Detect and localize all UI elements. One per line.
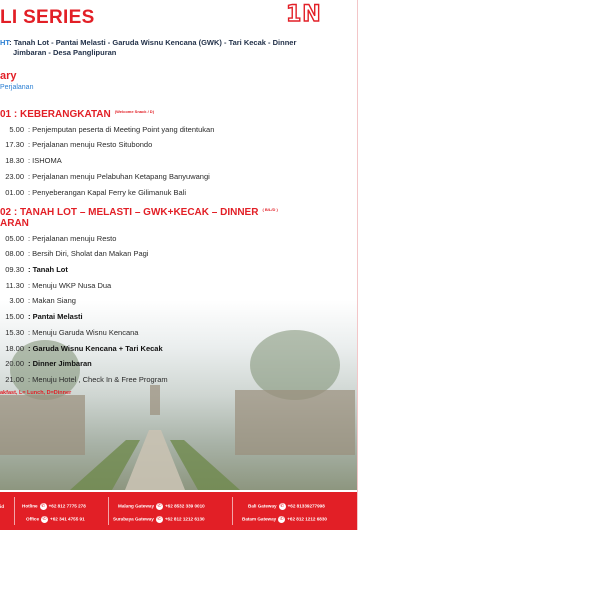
whatsapp-icon: ✆ — [280, 503, 285, 509]
highlight-line-1: : Tanah Lot - Pantai Melasti - Garuda Wisnu Kencana (GWK) - Tari Kecak - Dinner — [9, 38, 297, 47]
highlight-key: HT — [0, 38, 10, 47]
highlight-line-2: Jimbaran - Desa Panglipuran — [13, 48, 117, 57]
brand-logo: 1N — [286, 2, 322, 27]
malang-contact[interactable]: Malang Gateway ✆ +62 8532 339 0010 — [118, 503, 205, 509]
hotline-contact[interactable]: Hotline ✆ +62 812 7775 278 — [22, 503, 86, 509]
whatsapp-icon: ✆ — [279, 516, 284, 522]
day-1-note: (Welcome Snack / D) — [114, 109, 155, 114]
day-2-title: 02 : TANAH LOT – MELASTI – GWK+KECAK – DINNER $^{( B/L/D )}$ ARAN — [0, 207, 278, 229]
bali-contact[interactable]: Bali Gateway ✆ +62 81339277998 — [248, 503, 325, 509]
itinerary-title: ary — [0, 70, 17, 82]
highlight-text — [0, 38, 296, 58]
day-2-title-line2: ARAN — [0, 218, 29, 229]
whatsapp-icon: ✆ — [157, 516, 162, 522]
series-title: LI SERIES — [0, 7, 95, 28]
batam-contact[interactable]: Batam Gateway ✆ +62 812 1212 6830 — [242, 516, 327, 522]
whatsapp-icon: ✆ — [157, 503, 162, 509]
day-2-note: ( B/L/D ) — [262, 207, 278, 212]
surabaya-contact[interactable]: Surabaya Gateway ✆ +62 812 1212 6130 — [113, 516, 205, 522]
page-edge — [357, 0, 358, 530]
whatsapp-icon: ✆ — [40, 503, 46, 509]
meal-legend: akfast, L= Lunch, D=Dinner — [0, 390, 72, 396]
itinerary-subtitle: Perjalanan — [0, 84, 34, 91]
whatsapp-icon: ✆ — [42, 516, 47, 522]
office-contact[interactable]: Office ✆ +62 341 4755 91 — [26, 516, 85, 522]
itinerary-flyer: LI SERIES 1N HT: Tanah Lot - Pantai Melasti - Garuda Wisnu Kencana (GWK) - Tari Kecak - Dinner Jimbaran - Desa Panglipuran ary Perjalanan 01 : KEBERANGKATAN $^{(Welcome Snack / D)}$ 5.00 : Penjemputan peserta di Meeting Point yang ditentukan 17.30 : Perjalanan menuju Resto Situbondo 18.30 : ISHOMA 23.00 : Perjalanan menuju Pelabuhan Ketapang Banyuwangi 01.00 : Penyeberangan Kapal Ferry ke Gilimanuk Bali 02 : TANAH LOT – MELASTI – GWK+KECAK – DINNER $^{( B/L/D )}$ ARAN 05.00 : Perjalanan menuju Resto 08.00 : Bersih Diri, Sholat dan Makan Pagi 09.30 : Tanah Lot 11.30 : Menuju WKP Nusa Dua 3.00 : Makan Siang 15.00 : Pantai Melasti 15.30 : Menuju Garuda Wisnu Kencana 18.00 : Garuda Wisnu Kencana + Tari Kecak 20.00 : Dinner Jimbaran 21.00 : Menuju Hotel , Check In & Free Program akfast, L= Lunch, D=Dinner id Hotline ✆ +62 812 7775 278 Office ✆ +62 341 4755 91 Malang Gateway ✆ +62 8532 339 0010 Surabaya Gateway ✆ +62 812 1212 6130 Bali Gateway ✆ +62 81339277998 Batam Gateway ✆ +62 812 1212 6830 — [0, 0, 358, 530]
contact-footer — [0, 492, 358, 530]
day-1-title: 01 : KEBERANGKATAN $^{(Welcome Snack / D)}$ — [0, 109, 155, 120]
footer-partial: id — [0, 504, 5, 509]
